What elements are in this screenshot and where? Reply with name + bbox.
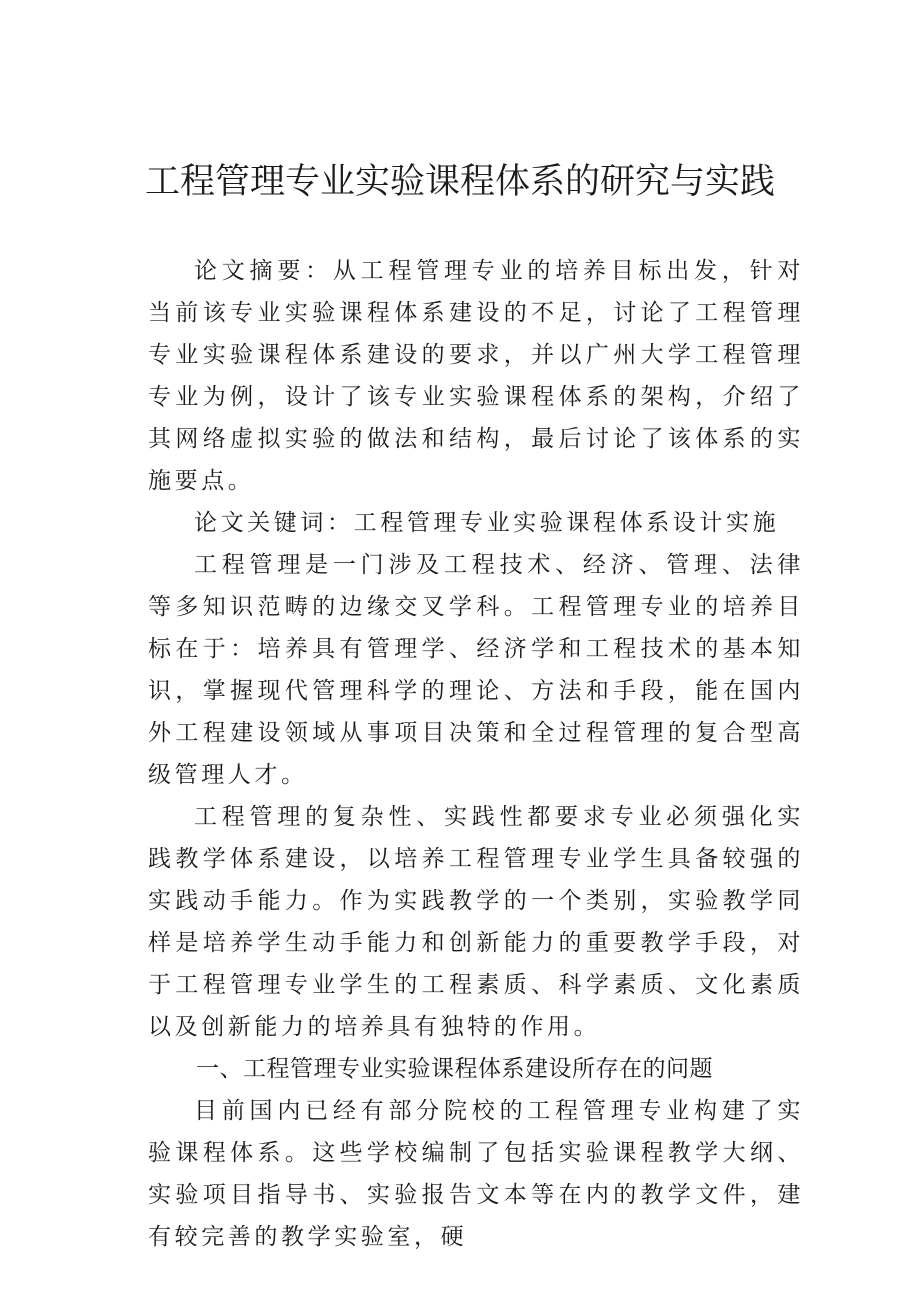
keywords-paragraph: 论文关键词：工程管理专业实验课程体系设计实施 xyxy=(194,510,780,536)
document-title: 工程管理专业实验课程体系的研究与实践 xyxy=(144,162,775,202)
abstract-paragraph: 论文摘要：从工程管理专业的培养目标出发，针对当前该专业实验课程体系建设的不足，讨论了工程管理专业实验课程体系建设的要求，并以广州大学工程管理专业为例，设计了该专业实验课程体系的架构，介绍了其网络虚拟实验的做法和结构，最后讨论了该体系的实施要点。 xyxy=(148,258,804,494)
body-paragraph-2: 工程管理的复杂性、实践性都要求专业必须强化实践教学体系建设，以培养工程管理专业学生具备较强的实践动手能力。作为实践教学的一个类别，实验教学同样是培养学生动手能力和创新能力的重要教学手段，对于工程管理专业学生的工程素质、科学素质、文化素质以及创新能力的培养具有独特的作用。 xyxy=(148,804,804,1040)
section-heading-1: 一、工程管理专业实验课程体系建设所存在的问题 xyxy=(196,1056,713,1082)
section-1-paragraph: 目前国内已经有部分院校的工程管理专业构建了实验课程体系。这些学校编制了包括实验课程教学大纲、实验项目指导书、实验报告文本等在内的教学文件，建有较完善的教学实验室，硬 xyxy=(148,1098,804,1250)
body-paragraph-1: 工程管理是一门涉及工程技术、经济、管理、法律等多知识范畴的边缘交叉学科。工程管理专业的培养目标在于：培养具有管理学、经济学和工程技术的基本知识，掌握现代管理科学的理论、方法和手段，能在国内外工程建设领域从事项目决策和全过程管理的复合型高级管理人才。 xyxy=(148,552,804,788)
document-body xyxy=(148,250,804,1258)
